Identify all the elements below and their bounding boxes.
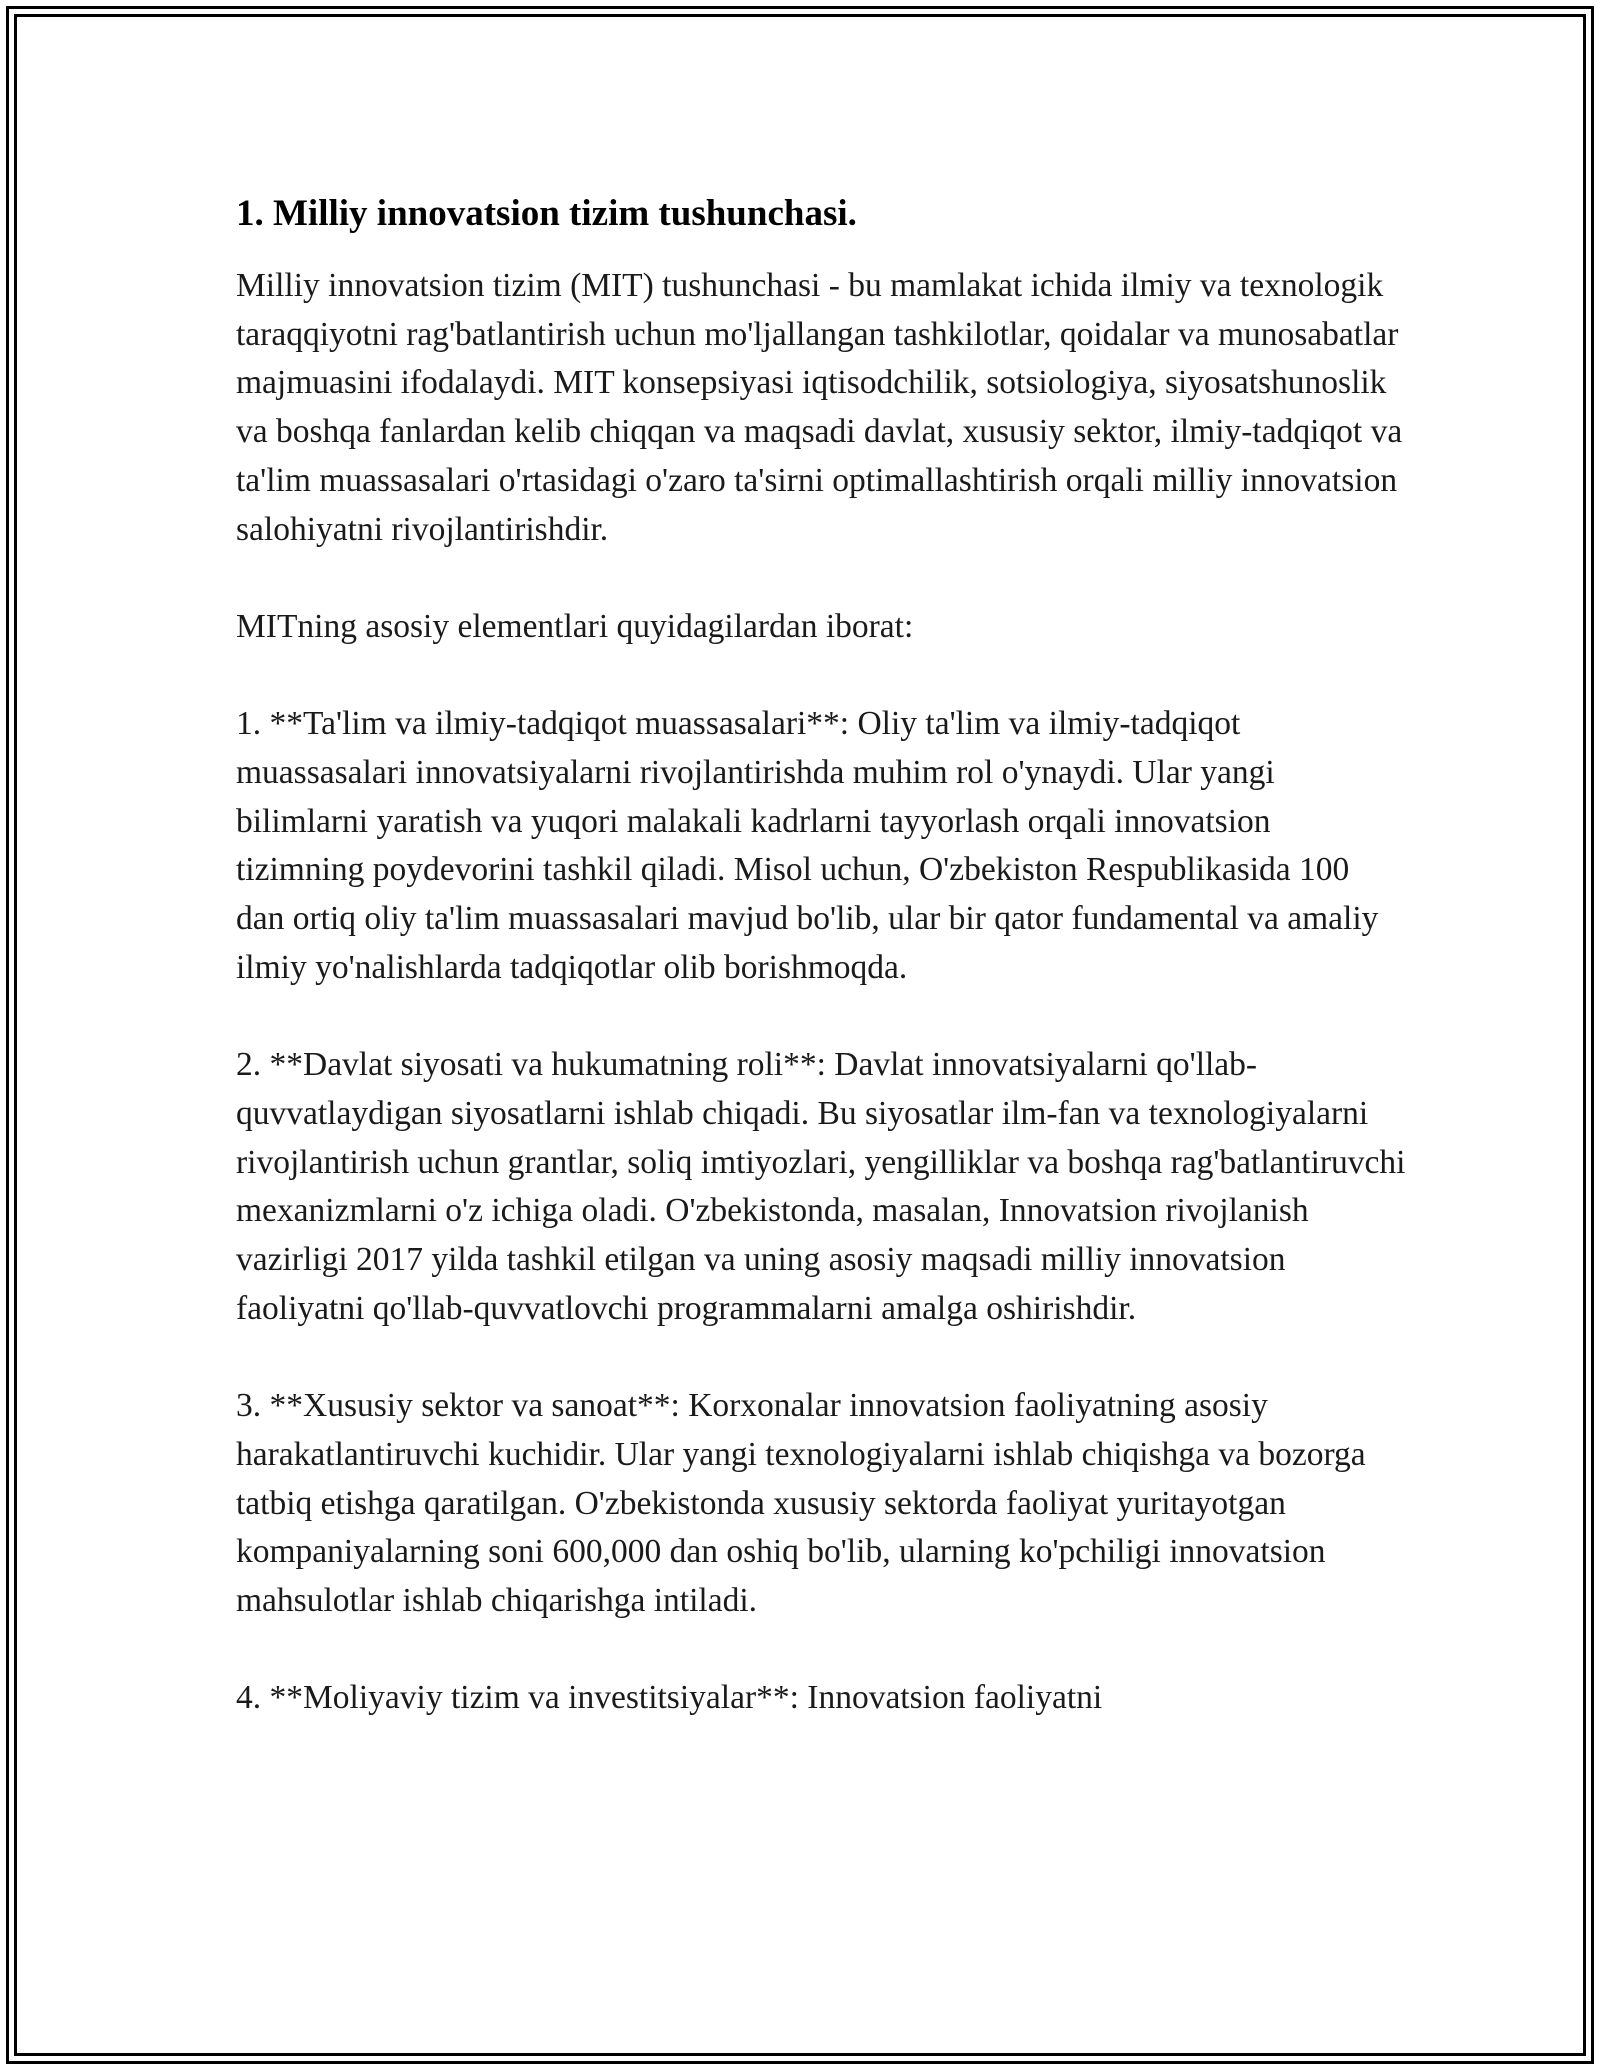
- list-item-finance: 4. **Moliyaviy tizim va investitsiyalar**: Innovatsion faoliyatni: [236, 1679, 1103, 1717]
- intro-paragraph: Milliy innovatsion tizim (MIT) tushunchasi - bu mamlakat ichida ilmiy va texnologik taraqqiyotni rag'batlantirish uchun mo'ljallangan tashkilotlar, qoidalar va munosabatlar majmuasini ifodalaydi. MIT konsepsiyasi iqtisodchilik, sotsiologiya, siyosatshunoslik va boshqa fanlardan kelib chiqqan va maqsadi davlat, xususiy sektor, ilmiy-tadqiqot va ta'lim muassasalari o'rtasidagi o'zaro ta'sirni optimallashtirish orqali milliy innovatsion salohiyatni rivojlantirishdir.: [236, 267, 1403, 548]
- elements-intro-paragraph: MITning asosiy elementlari quyidagilardan iborat:: [236, 607, 914, 645]
- list-item-education: 1. **Ta'lim va ilmiy-tadqiqot muassasalari**: Oliy ta'lim va ilmiy-tadqiqot muassasalari innovatsiyalarni rivojlantirishda muhim rol o'ynaydi. Ular yangi bilimlarni yaratish va yuqori malakali kadrlarni tayyorlash orqali innovatsion tizimning poydevorini tashkil qiladi. Misol uchun, O'zbekiston Respublikasida 100 dan ortiq oliy ta'lim muassasalari mavjud bo'lib, ular bir qator fundamental va amaliy ilmiy yo'nalishlarda tadqiqotlar olib borishmoqda.: [236, 705, 1379, 986]
- list-item-government: 2. **Davlat siyosati va hukumatning roli**: Davlat innovatsiyalarni qo'llab-quvvatlaydigan siyosatlarni ishlab chiqadi. Bu siyosatlar ilm-fan va texnologiyalarni rivojlantirish uchun grantlar, soliq imtiyozlari, yengilliklar va boshqa rag'batlantiruvchi mexanizmlarni o'z ichiga oladi. O'zbekistonda, masalan, Innovatsion rivojlanish vazirligi 2017 yilda tashkil etilgan va uning asosiy maqsadi milliy innovatsion faoliyatni qo'llab-quvvatlovchi programmalarni amalga oshirishdir.: [236, 1046, 1406, 1327]
- section-heading: 1. Milliy innovatsion tizim tushunchasi.: [236, 193, 857, 234]
- document-body: [236, 188, 1406, 1723]
- list-item-private-sector: 3. **Xususiy sektor va sanoat**: Korxonalar innovatsion faoliyatning asosiy harakatlantiruvchi kuchidir. Ular yangi texnologiyalarni ishlab chiqishga va bozorga tatbiq etishga qaratilgan. O'zbekistonda xususiy sektorda faoliyat yuritayotgan kompaniyalarning soni 600,000 dan oshiq bo'lib, ularning ko'pchiligi innovatsion mahsulotlar ishlab chiqarishga intiladi.: [236, 1387, 1366, 1619]
